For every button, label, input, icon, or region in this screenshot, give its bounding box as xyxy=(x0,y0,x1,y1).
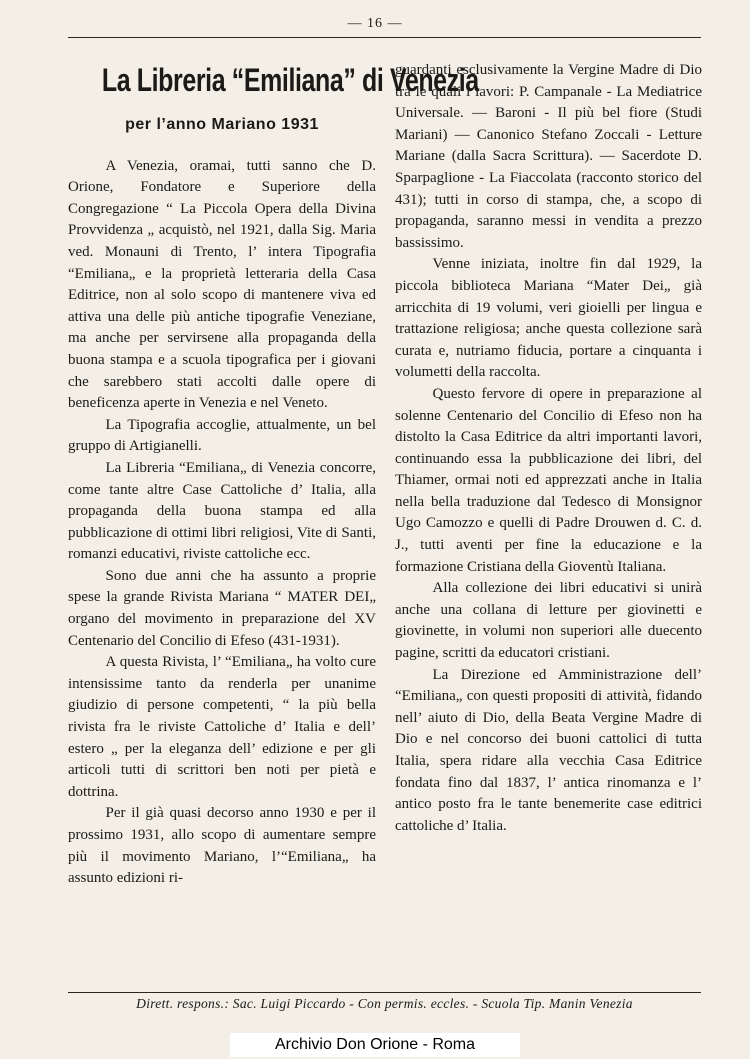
article-title: La Libreria “Emiliana” di Venezia xyxy=(101,62,479,98)
footer-credits: Dirett. respons.: Sac. Luigi Piccardo - Con permis. eccles. - Scuola Tip. Manin Venezia xyxy=(136,996,633,1011)
bottom-divider xyxy=(68,992,701,993)
top-divider xyxy=(68,37,701,38)
article-subtitle: per l’anno Mariano 1931 xyxy=(125,116,319,133)
paragraph: A Venezia, oramai, tutti sanno che D. Orione, Fondatore e Superiore della Congregazione “ La Piccola Opera della Divina Provvidenza „ acquistò, nel 1921, dalla Sig. Maria ved. Monauni di Trento, l’ intera Tipografia “Emiliana„ e la proprietà letteraria della Casa Editrice, non al solo scopo di mantenere viva ed attiva una delle più antiche tipografie Veneziane, ma anche per servirsene alla propaganda della buona stampa e a scuola tipografica per i giovani che sarebbero stati accolti dalle opere di beneficenza aperte in Venezia e nel Veneto. xyxy=(68,157,376,412)
paragraph: Sono due anni che ha assunto a proprie spese la grande Rivista Mariana “ MATER DEI„ organo del movimento in preparazione del XV Centenario del Concilio di Efeso (431-1931). xyxy=(68,567,376,649)
paragraph: La Tipografia accoglie, attualmente, un bel gruppo di Artigianelli. xyxy=(68,416,376,455)
archive-label: Archivio Don Orione - Roma xyxy=(230,1033,520,1057)
paragraph: guardanti esclusivamente la Vergine Madre di Dio tra le quali i lavori: P. Campanale - La Mediatrice Universale. — Baroni - Il più bel fiore (Studi Mariani) — Canonico Stefano Zoccali - Letture Mariane (dalla Sacra Scrittura). — Sacerdote D. Sparpaglione - La Fiaccolata (racconto storico del 431); tutti in corso di stampa, che, a scopo di propaganda, saranno messi in vendita a prezzo bassissimo. xyxy=(395,62,702,251)
paragraph: Per il già quasi decorso anno 1930 e per il prossimo 1931, allo scopo di aumentare sempre più il movimento Mariano, l’“Emiliana„ ha assunto edizioni ri- xyxy=(68,805,376,887)
page-number: — 16 — xyxy=(347,16,403,31)
paragraph: La Libreria “Emiliana„ di Venezia concorre, come tante altre Case Cattoliche d’ Italia, alla propaganda della buona stampa ed alla pubblicazione di ottimi libri religiosi, Vite di Santi, romanzi educativi, riviste cattoliche ecc. xyxy=(68,459,376,563)
paragraph: Venne iniziata, inoltre fin dal 1929, la piccola biblioteca Mariana “Mater Dei„ già arricchita di 19 volumi, veri gioielli per lingua e trattazione religiosa; anche questa collezione sarà curata e, nutriamo fiducia, portare a cinquanta i volumetti della raccolta. xyxy=(395,256,702,381)
left-column xyxy=(68,52,479,890)
paragraph: Questo fervore di opere in preparazione al solenne Centenario del Concilio di Efeso non ha distolto la Casa Editrice da altri importanti lavori, continuando essa la pubblicazione dei libri, del Thiamer, ormai noti ed apprezzati anche in Italia nella bella traduzione dal Tedesco di Monsignor Ugo Camozzo e quelli di Padre Drouwen d. C. d. J., tutti aventi per fine la educazione e la formazione Cristiana della Gioventù Italiana. xyxy=(395,385,702,575)
paragraph: La Direzione ed Amministrazione dell’ “Emiliana„ con questi propositi di attività, fidando nell’ aiuto di Dio, della Beata Vergine Madre di Dio e nel concorso dei buoni cattolici di tutta Italia, spera ridare alla vecchia Casa Editrice fondata fino dal 1837, l’ antica rinomanza e l’ antico posto fra le tante benemerite case editrici cattoliche d’ Italia. xyxy=(395,666,702,834)
paragraph: A questa Rivista, l’ “Emiliana„ ha volto cure intensissime tanto da renderla per unanime giudizio di persone competenti, “ la più bella rivista fra le riviste Cattoliche d’ Italia e dell’ estero „ per la eleganza dell’ edizione e per gli articoli tutti di scrittori ben noti per pietà e dottrina. xyxy=(68,654,376,800)
right-column xyxy=(395,60,702,837)
paragraph: Alla collezione dei libri educativi si unirà anche una collana di letture per giovinetti e giovinette, in volumi non superiori alle duecento pagine, scritti da educatori cristiani. xyxy=(395,580,702,662)
